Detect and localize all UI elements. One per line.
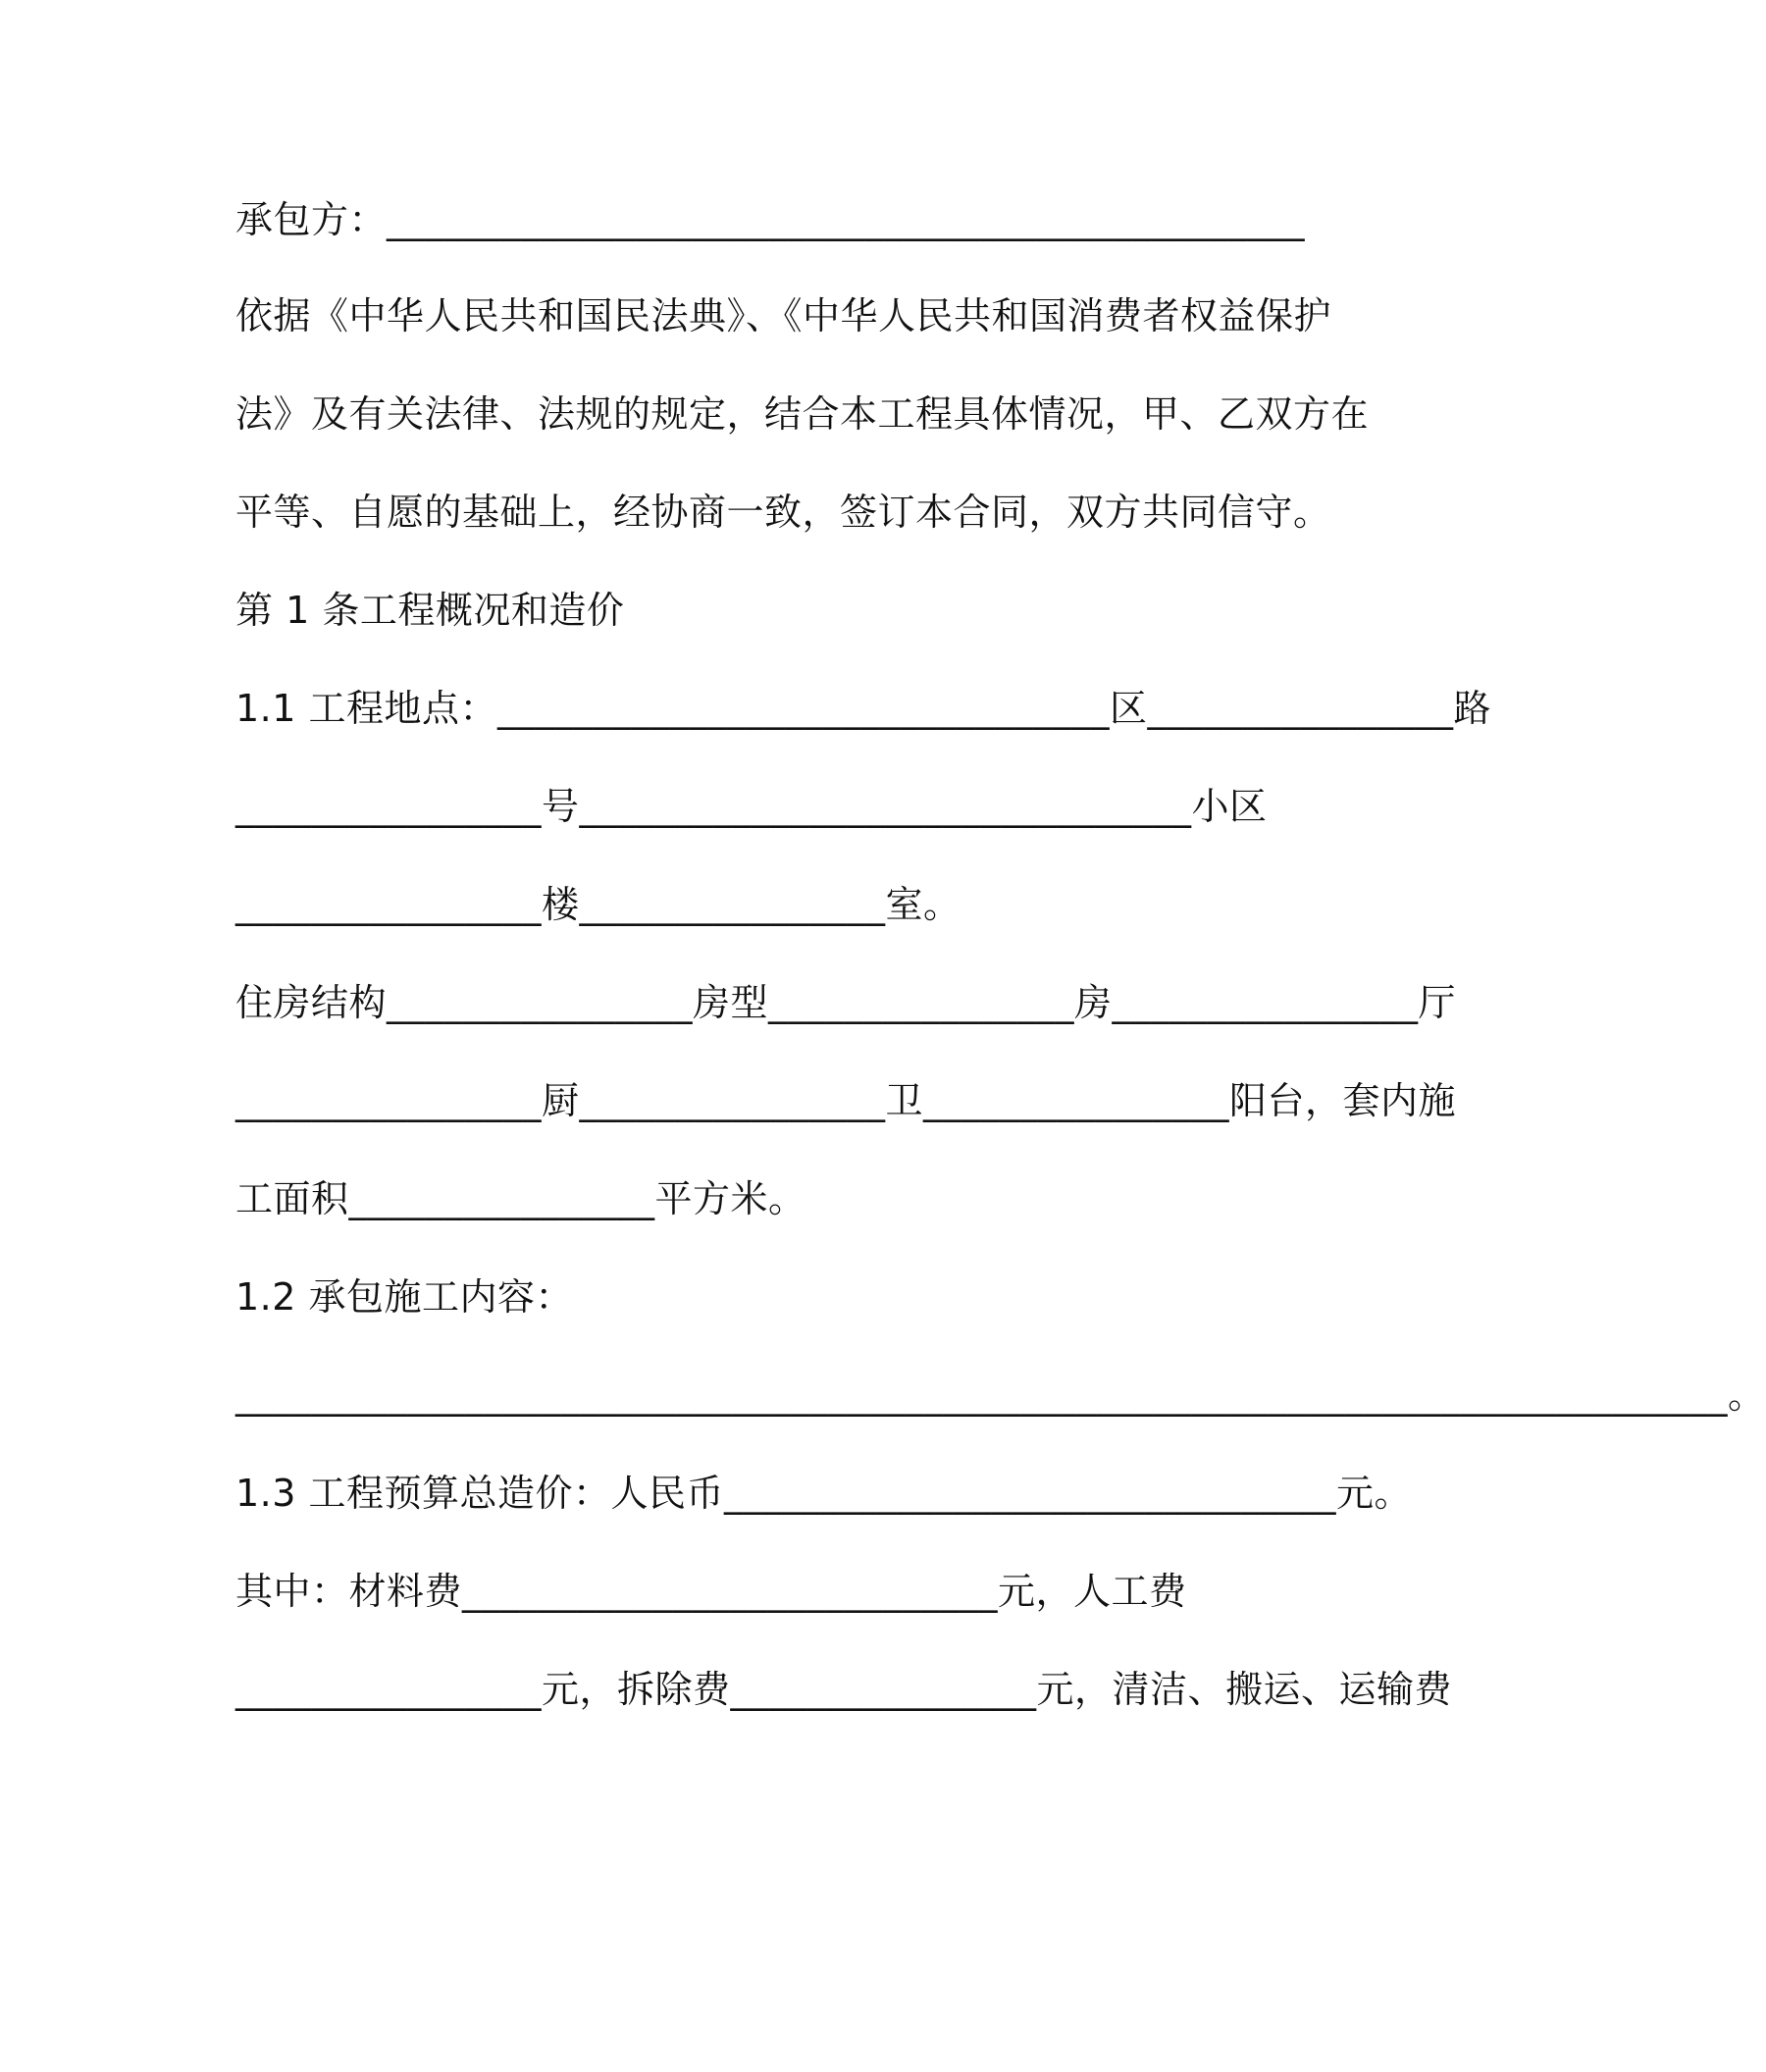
legal-basis-paragraph-line-2: 法》及有关法律、法规的规定，结合本工程具体情况，甲、乙双方在 [235,392,1370,436]
housing-structure-line-1: 住房结构________________房型________________房________________厅 [235,981,1457,1024]
project-location-line-1: 1.1 工程地点：________________________________区________________路 [235,687,1492,730]
construction-content-blank-line: ______________________________________________________________________________。 [235,1373,1766,1417]
legal-basis-paragraph-line-3: 平等、自愿的基础上，经协商一致，签订本合同，双方共同信守。 [235,491,1331,534]
construction-area-line: 工面积________________平方米。 [235,1177,806,1220]
article-1-heading: 第 1 条工程概况和造价 [235,589,625,632]
project-location-line-3: ________________楼________________室。 [235,883,961,926]
legal-basis-paragraph-line-1: 依据《中华人民共和国民法典》、《中华人民共和国消费者权益保护 [235,294,1332,337]
total-budget-line: 1.3 工程预算总造价：人民币________________________________元。 [235,1472,1413,1515]
project-location-line-2: ________________号________________________________小区 [235,785,1268,828]
cost-breakdown-line-1: 其中：材料费____________________________元，人工费 [235,1570,1187,1613]
housing-structure-line-2: ________________厨________________卫________________阳台，套内施 [235,1079,1457,1122]
contractor-line: 承包方：________________________________________________ [235,198,1306,241]
cost-breakdown-line-2: ________________元，拆除费________________元，清洁、搬运、运输费 [235,1668,1453,1711]
construction-content-heading: 1.2 承包施工内容： [235,1275,574,1319]
